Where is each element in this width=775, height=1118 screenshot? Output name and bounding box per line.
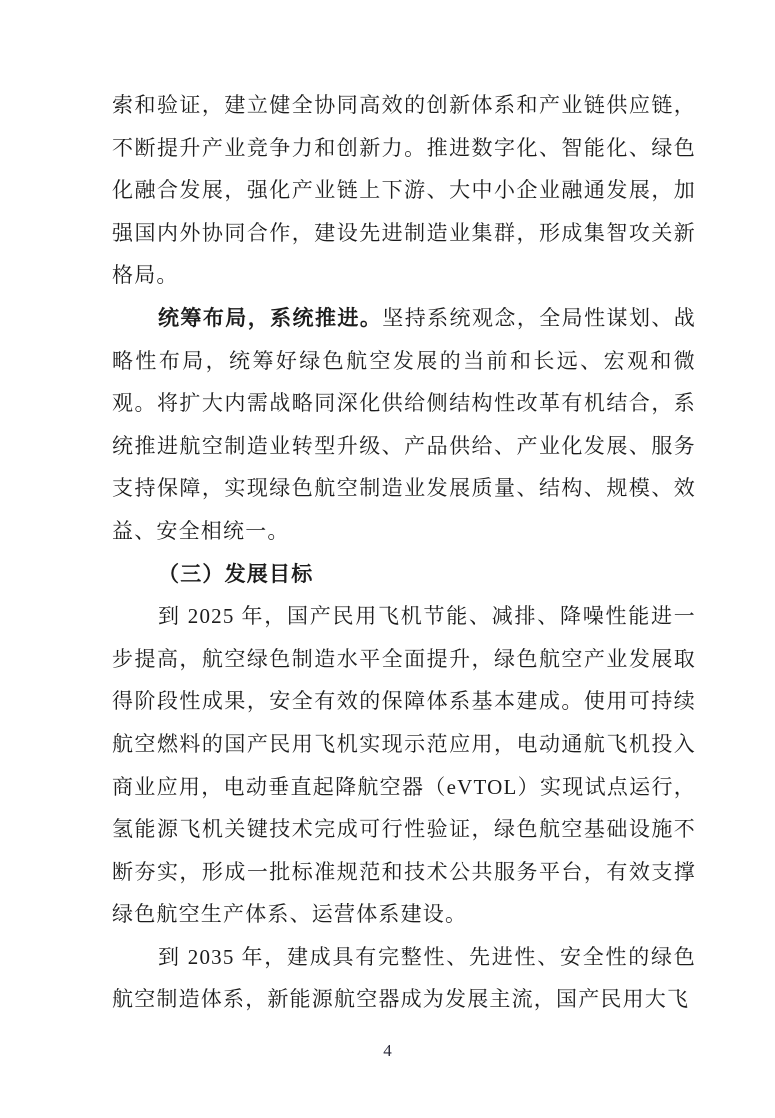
paragraph: 到 2035 年，建成具有完整性、先进性、安全性的绿色航空制造体系，新能源航空器成为发展主流，国产民用大飞 [112,944,696,1012]
paragraph-lead-bold: 统筹布局，系统推进。 [158,305,383,330]
paragraph-text: 坚持系统观念，全局性谋划、战略性布局，统筹好绿色航空发展的当前和长远、宏观和微观。将扩大内需战略同深化供给侧结构性改革有机结合，系统推进航空制造业转型升级、产品供给、产业化发展、服务支持保障，实现绿色航空制造业发展质量、结构、规模、效益、安全相统一。 [112,305,696,543]
page-number: 4 [383,1041,392,1060]
paragraph-continuation: 索和验证，建立健全协同高效的创新体系和产业链供应链，不断提升产业竞争力和创新力。推进数字化、智能化、绿色化融合发展，强化产业链上下游、大中小企业融通发展，加强国内外协同合作，建设先进制造业集群，形成集智攻关新格局。 [112,93,696,288]
paragraph: 到 2025 年，国产民用飞机节能、减排、降噪性能进一步提高，航空绿色制造水平全面提升，绿色航空产业发展取得阶段性成果，安全有效的保障体系基本建成。使用可持续航空燃料的国产民用飞机实现示范应用，电动通航飞机投入商业应用，电动垂直起降航空器（eVTOL）实现试点运行，氢能源飞机关键技术完成可行性验证，绿色航空基础设施不断夯实，形成一批标准规范和技术公共服务平台，有效支撑绿色航空生产体系、运营体系建设。 [112,604,696,927]
text-block [112,84,696,1021]
section-heading: （三）发展目标 [158,561,314,586]
paragraph [112,297,696,553]
